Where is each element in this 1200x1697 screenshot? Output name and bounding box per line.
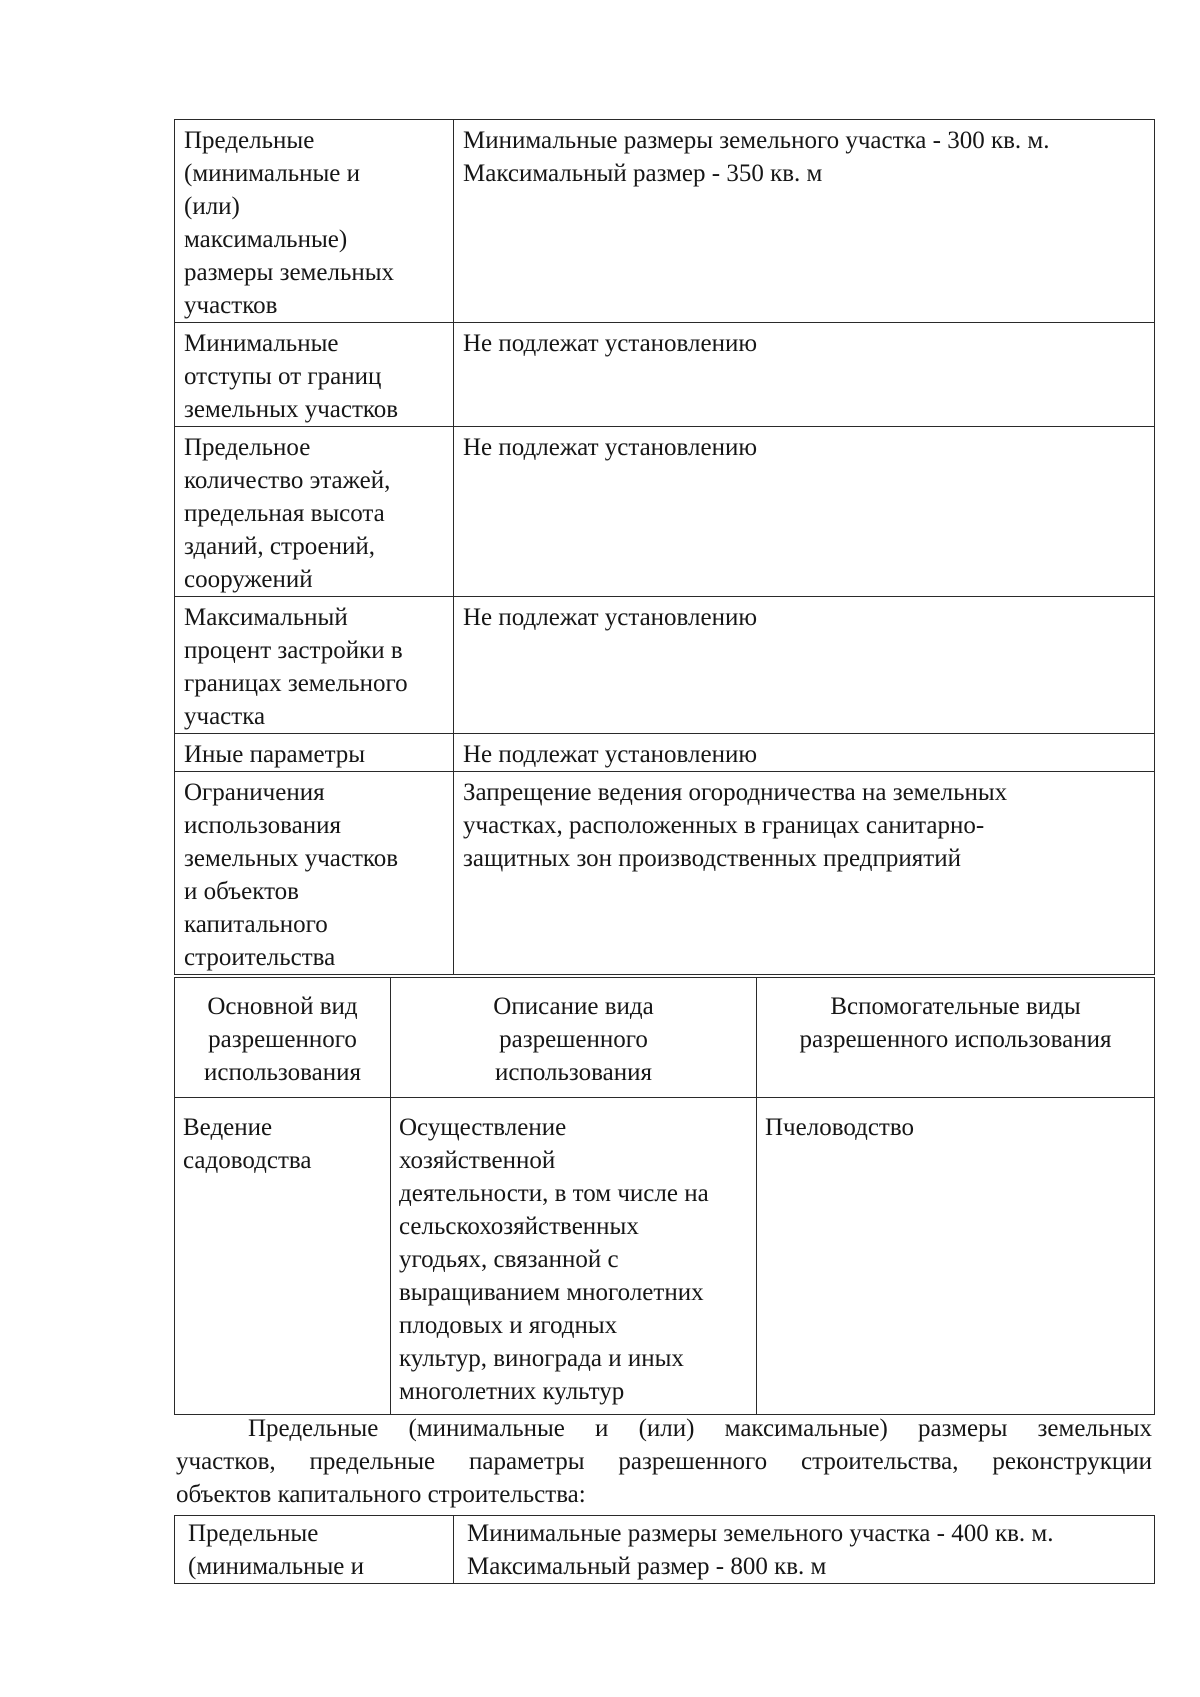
text-line: участков: [184, 292, 278, 319]
text-line: Минимальные: [184, 330, 339, 357]
value-cell: [454, 734, 1155, 772]
text-line: максимальные): [184, 226, 348, 253]
text-line: выращиванием многолетних: [399, 1279, 704, 1306]
value-cell: [454, 427, 1155, 597]
text-line: сооружений: [184, 566, 313, 593]
param-cell: [175, 772, 454, 975]
text-line: Предельные: [184, 127, 315, 154]
table-row: [175, 1098, 1155, 1415]
text-line: Не подлежат установлению: [463, 330, 758, 357]
param-cell: [175, 323, 454, 427]
text-line: Не подлежат установлению: [463, 434, 758, 461]
text-line: (минимальные и: [184, 160, 361, 187]
text-line: земельных участков: [184, 396, 399, 423]
text-line: Максимальный: [184, 604, 348, 631]
paragraph-line: участков, предельные параметры разрешенного строительства, реконструкции: [176, 1448, 1152, 1475]
text-line: границах земельного: [184, 670, 408, 697]
paragraph-line: Предельные (минимальные и (или) максимальные) размеры земельных: [248, 1415, 1152, 1442]
text-line: (минимальные и: [188, 1553, 365, 1580]
text-line: строительства: [184, 944, 336, 971]
text-line: Ограничения: [184, 779, 325, 806]
table-row: [175, 772, 1155, 975]
text-line: Описание вида: [493, 993, 654, 1020]
text-line: Минимальные размеры земельного участка - 400 кв. м.: [467, 1520, 1054, 1547]
text-line: плодовых и ягодных: [399, 1312, 618, 1339]
param-cell: [175, 597, 454, 734]
parameters-paragraph: [176, 1412, 1152, 1511]
text-line: хозяйственной: [399, 1147, 556, 1174]
text-line: Иные параметры: [184, 741, 366, 768]
text-line: Максимальный размер - 800 кв. м: [467, 1553, 827, 1580]
table-row: [175, 597, 1155, 734]
text-line: Максимальный размер - 350 кв. м: [463, 160, 823, 187]
parameters-table-2: [174, 1515, 1155, 1584]
text-line: защитных зон производственных предприятий: [463, 845, 961, 872]
param-cell: [175, 1516, 454, 1584]
text-line: использования: [204, 1059, 361, 1086]
text-line: (или): [184, 193, 240, 220]
table-row: [175, 323, 1155, 427]
text-line: размеры земельных: [184, 259, 395, 286]
value-cell: [454, 597, 1155, 734]
table-row: [175, 1516, 1155, 1584]
permitted-use-table: [174, 977, 1155, 1415]
param-cell: [175, 120, 454, 323]
text-line: деятельности, в том числе на: [399, 1180, 709, 1207]
text-line: процент застройки в: [184, 637, 403, 664]
text-line: Вспомогательные виды: [830, 993, 1081, 1020]
text-line: Не подлежат установлению: [463, 741, 758, 768]
header-auxiliary-uses: [757, 978, 1155, 1098]
text-line: использования: [184, 812, 341, 839]
text-line: разрешенного использования: [799, 1026, 1112, 1053]
table-row: [175, 734, 1155, 772]
paragraph-line: объектов капитального строительства:: [176, 1481, 586, 1508]
text-line: разрешенного: [208, 1026, 357, 1053]
value-cell: [454, 120, 1155, 323]
text-line: использования: [495, 1059, 652, 1086]
text-line: Пчеловодство: [765, 1114, 914, 1141]
text-line: Не подлежат установлению: [463, 604, 758, 631]
text-line: угодьях, связанной с: [399, 1246, 619, 1273]
value-cell: [454, 1516, 1155, 1584]
text-line: Основной вид: [207, 993, 358, 1020]
table-row: [175, 120, 1155, 323]
text-line: многолетних культур: [399, 1378, 625, 1405]
value-cell: [454, 323, 1155, 427]
text-line: Предельное: [184, 434, 311, 461]
text-line: Осуществление: [399, 1114, 567, 1141]
param-cell: [175, 734, 454, 772]
text-line: культур, винограда и иных: [399, 1345, 684, 1372]
text-line: земельных участков: [184, 845, 399, 872]
text-line: предельная высота: [184, 500, 385, 527]
header-description: [391, 978, 757, 1098]
text-line: Минимальные размеры земельного участка - 300 кв. м.: [463, 127, 1050, 154]
table-row: [175, 427, 1155, 597]
text-line: и объектов: [184, 878, 299, 905]
value-cell: [454, 772, 1155, 975]
text-line: участка: [184, 703, 266, 730]
text-line: количество этажей,: [184, 467, 391, 494]
text-line: Предельные: [188, 1520, 319, 1547]
text-line: участках, расположенных в границах санитарно-: [463, 812, 985, 839]
text-line: капитального: [184, 911, 328, 938]
text-line: зданий, строений,: [184, 533, 375, 560]
header-main-use: [175, 978, 391, 1098]
param-cell: [175, 427, 454, 597]
main-use-cell: [175, 1098, 391, 1415]
text-line: Запрещение ведения огородничества на земельных: [463, 779, 1008, 806]
text-line: сельскохозяйственных: [399, 1213, 639, 1240]
text-line: Ведение: [183, 1114, 273, 1141]
description-cell: [391, 1098, 757, 1415]
auxiliary-use-cell: [757, 1098, 1155, 1415]
table-header-row: [175, 978, 1155, 1098]
text-line: садоводства: [183, 1147, 312, 1174]
text-line: отступы от границ: [184, 363, 382, 390]
parameters-table-1: [174, 119, 1155, 975]
text-line: разрешенного: [499, 1026, 648, 1053]
